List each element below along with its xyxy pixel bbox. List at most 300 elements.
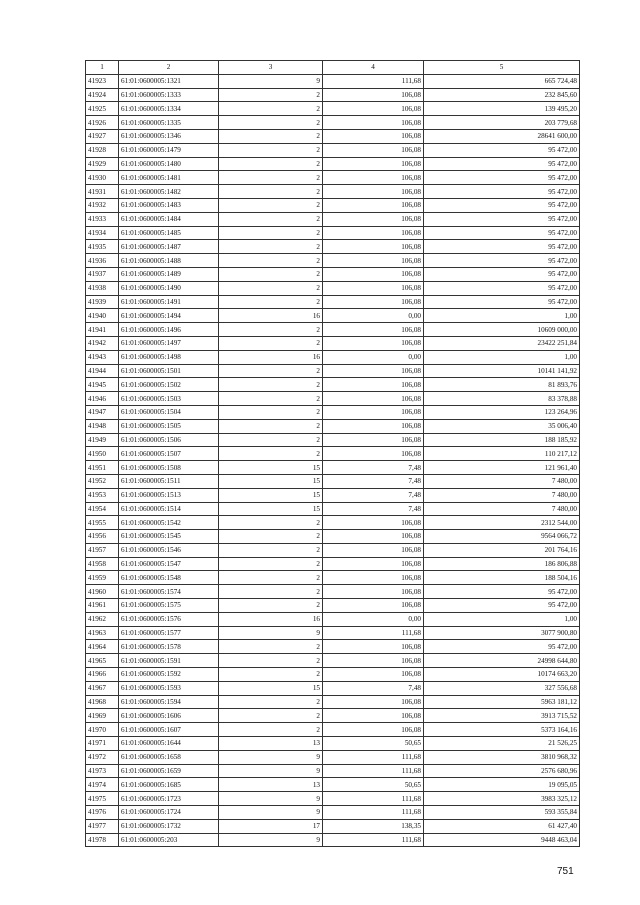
table-cell-col-1: 41975 xyxy=(86,792,119,806)
table-cell-col-3: 2 xyxy=(219,88,323,102)
table-row xyxy=(86,502,580,516)
table-cell-col-1: 41970 xyxy=(86,723,119,737)
table-cell-col-3: 17 xyxy=(219,819,323,833)
table-cell-col-2: 61:01:0600005:1511 xyxy=(119,474,219,488)
table-cell-col-1: 41953 xyxy=(86,488,119,502)
table-cell-col-2: 61:01:0600005:1490 xyxy=(119,281,219,295)
table-cell-col-5: 95 472,00 xyxy=(424,585,580,599)
table-cell-col-4: 138,35 xyxy=(323,819,424,833)
table-cell-col-4: 50,65 xyxy=(323,778,424,792)
table-cell-col-5: 83 378,88 xyxy=(424,392,580,406)
table-cell-col-4: 106,08 xyxy=(323,116,424,130)
table-row xyxy=(86,695,580,709)
table-cell-col-3: 15 xyxy=(219,474,323,488)
table-row xyxy=(86,378,580,392)
table-cell-col-5: 95 472,00 xyxy=(424,254,580,268)
table-cell-col-4: 0,00 xyxy=(323,612,424,626)
table-cell-col-2: 61:01:0600005:1546 xyxy=(119,543,219,557)
table-row xyxy=(86,474,580,488)
table-cell-col-2: 61:01:0600005:1494 xyxy=(119,309,219,323)
table-cell-col-3: 16 xyxy=(219,350,323,364)
table-row xyxy=(86,226,580,240)
table-row xyxy=(86,392,580,406)
table-cell-col-1: 41966 xyxy=(86,668,119,682)
table-cell-col-1: 41945 xyxy=(86,378,119,392)
table-cell-col-3: 9 xyxy=(219,764,323,778)
table-cell-col-5: 665 724,48 xyxy=(424,74,580,88)
table-cell-col-2: 61:01:0600005:1508 xyxy=(119,461,219,475)
table-row xyxy=(86,543,580,557)
column-header-5: 5 xyxy=(424,61,580,75)
table-cell-col-4: 106,08 xyxy=(323,102,424,116)
table-row xyxy=(86,626,580,640)
table-cell-col-1: 41965 xyxy=(86,654,119,668)
table-cell-col-3: 2 xyxy=(219,668,323,682)
table-cell-col-5: 10141 141,92 xyxy=(424,364,580,378)
table-row xyxy=(86,778,580,792)
table-cell-col-5: 61 427,40 xyxy=(424,819,580,833)
table-row xyxy=(86,281,580,295)
table-cell-col-4: 111,68 xyxy=(323,74,424,88)
header-row xyxy=(86,61,580,75)
table-cell-col-2: 61:01:0600005:1644 xyxy=(119,737,219,751)
table-cell-col-4: 106,08 xyxy=(323,723,424,737)
table-cell-col-2: 61:01:0600005:1685 xyxy=(119,778,219,792)
column-header-3: 3 xyxy=(219,61,323,75)
table-cell-col-5: 95 472,00 xyxy=(424,640,580,654)
table-row xyxy=(86,792,580,806)
table-cell-col-4: 106,08 xyxy=(323,419,424,433)
table-cell-col-4: 7,48 xyxy=(323,461,424,475)
table-row xyxy=(86,612,580,626)
page-number: 751 xyxy=(557,866,574,877)
table-cell-col-3: 2 xyxy=(219,640,323,654)
table-cell-col-3: 9 xyxy=(219,74,323,88)
table-cell-col-3: 2 xyxy=(219,171,323,185)
table-cell-col-5: 95 472,00 xyxy=(424,267,580,281)
table-row xyxy=(86,819,580,833)
table-cell-col-3: 2 xyxy=(219,530,323,544)
table-cell-col-4: 106,08 xyxy=(323,226,424,240)
table-cell-col-5: 232 845,60 xyxy=(424,88,580,102)
table-cell-col-3: 2 xyxy=(219,447,323,461)
table-cell-col-5: 95 472,00 xyxy=(424,185,580,199)
table-cell-col-2: 61:01:0600005:1548 xyxy=(119,571,219,585)
table-cell-col-2: 61:01:0600005:1484 xyxy=(119,212,219,226)
table-row xyxy=(86,488,580,502)
table-cell-col-5: 5963 181,12 xyxy=(424,695,580,709)
table-cell-col-2: 61:01:0600005:1503 xyxy=(119,392,219,406)
table-cell-col-4: 111,68 xyxy=(323,750,424,764)
table-cell-col-1: 41934 xyxy=(86,226,119,240)
table-row xyxy=(86,240,580,254)
table-row xyxy=(86,557,580,571)
table-row xyxy=(86,681,580,695)
table-cell-col-5: 139 495,20 xyxy=(424,102,580,116)
table-cell-col-5: 23422 251,84 xyxy=(424,336,580,350)
table-cell-col-1: 41931 xyxy=(86,185,119,199)
data-table xyxy=(85,60,580,847)
table-row xyxy=(86,530,580,544)
table-cell-col-2: 61:01:0600005:1496 xyxy=(119,323,219,337)
table-cell-col-1: 41949 xyxy=(86,433,119,447)
table-cell-col-3: 2 xyxy=(219,185,323,199)
table-cell-col-3: 2 xyxy=(219,433,323,447)
table-row xyxy=(86,88,580,102)
column-header-1: 1 xyxy=(86,61,119,75)
table-cell-col-3: 15 xyxy=(219,502,323,516)
table-cell-col-3: 2 xyxy=(219,599,323,613)
table-cell-col-1: 41976 xyxy=(86,806,119,820)
table-cell-col-2: 61:01:0600005:1606 xyxy=(119,709,219,723)
table-row xyxy=(86,806,580,820)
table-cell-col-1: 41959 xyxy=(86,571,119,585)
table-cell-col-2: 61:01:0600005:1542 xyxy=(119,516,219,530)
table-cell-col-4: 106,08 xyxy=(323,185,424,199)
table-cell-col-5: 24998 644,80 xyxy=(424,654,580,668)
table-cell-col-5: 7 480,00 xyxy=(424,474,580,488)
table-cell-col-5: 121 961,40 xyxy=(424,461,580,475)
table-cell-col-2: 61:01:0600005:1502 xyxy=(119,378,219,392)
table-cell-col-1: 41944 xyxy=(86,364,119,378)
table-cell-col-1: 41958 xyxy=(86,557,119,571)
table-cell-col-2: 61:01:0600005:1498 xyxy=(119,350,219,364)
table-cell-col-5: 10174 663,20 xyxy=(424,668,580,682)
table-cell-col-3: 2 xyxy=(219,364,323,378)
table-cell-col-1: 41948 xyxy=(86,419,119,433)
table-cell-col-4: 106,08 xyxy=(323,267,424,281)
table-cell-col-4: 106,08 xyxy=(323,198,424,212)
table-cell-col-1: 41946 xyxy=(86,392,119,406)
table-cell-col-5: 95 472,00 xyxy=(424,198,580,212)
table-cell-col-1: 41967 xyxy=(86,681,119,695)
table-cell-col-4: 106,08 xyxy=(323,378,424,392)
table-cell-col-4: 106,08 xyxy=(323,295,424,309)
table-cell-col-3: 2 xyxy=(219,198,323,212)
table-cell-col-2: 61:01:0600005:1505 xyxy=(119,419,219,433)
table-row xyxy=(86,267,580,281)
table-row xyxy=(86,461,580,475)
table-cell-col-1: 41937 xyxy=(86,267,119,281)
table-row xyxy=(86,723,580,737)
table-cell-col-3: 15 xyxy=(219,681,323,695)
table-cell-col-5: 95 472,00 xyxy=(424,226,580,240)
table-row xyxy=(86,668,580,682)
table-cell-col-2: 61:01:0600005:1334 xyxy=(119,102,219,116)
table-cell-col-2: 61:01:0600005:1607 xyxy=(119,723,219,737)
table-cell-col-5: 3983 325,12 xyxy=(424,792,580,806)
table-cell-col-1: 41978 xyxy=(86,833,119,847)
table-row xyxy=(86,654,580,668)
table-row xyxy=(86,447,580,461)
table-cell-col-1: 41960 xyxy=(86,585,119,599)
table-cell-col-1: 41961 xyxy=(86,599,119,613)
table-cell-col-1: 41974 xyxy=(86,778,119,792)
table-cell-col-2: 61:01:0600005:203 xyxy=(119,833,219,847)
table-row xyxy=(86,323,580,337)
table-cell-col-5: 95 472,00 xyxy=(424,240,580,254)
table-cell-col-5: 110 217,12 xyxy=(424,447,580,461)
table-cell-col-3: 2 xyxy=(219,557,323,571)
table-cell-col-4: 106,08 xyxy=(323,392,424,406)
table-cell-col-1: 41955 xyxy=(86,516,119,530)
table-cell-col-4: 106,08 xyxy=(323,695,424,709)
table-cell-col-4: 7,48 xyxy=(323,681,424,695)
table-cell-col-2: 61:01:0600005:1513 xyxy=(119,488,219,502)
table-cell-col-3: 16 xyxy=(219,309,323,323)
table-cell-col-3: 2 xyxy=(219,226,323,240)
table-cell-col-5: 95 472,00 xyxy=(424,599,580,613)
table-cell-col-1: 41938 xyxy=(86,281,119,295)
table-cell-col-3: 2 xyxy=(219,654,323,668)
table-cell-col-5: 95 472,00 xyxy=(424,157,580,171)
table-cell-col-5: 201 764,16 xyxy=(424,543,580,557)
table-cell-col-4: 111,68 xyxy=(323,806,424,820)
table-cell-col-2: 61:01:0600005:1480 xyxy=(119,157,219,171)
table-cell-col-1: 41956 xyxy=(86,530,119,544)
table-cell-col-1: 41963 xyxy=(86,626,119,640)
table-cell-col-5: 203 779,68 xyxy=(424,116,580,130)
table-row xyxy=(86,212,580,226)
table-cell-col-5: 10609 000,00 xyxy=(424,323,580,337)
table-cell-col-1: 41941 xyxy=(86,323,119,337)
table-cell-col-5: 3913 715,52 xyxy=(424,709,580,723)
table-cell-col-4: 106,08 xyxy=(323,364,424,378)
table-cell-col-1: 41952 xyxy=(86,474,119,488)
table-cell-col-3: 2 xyxy=(219,723,323,737)
table-cell-col-4: 7,48 xyxy=(323,502,424,516)
table-cell-col-2: 61:01:0600005:1724 xyxy=(119,806,219,820)
table-cell-col-2: 61:01:0600005:1482 xyxy=(119,185,219,199)
table-cell-col-5: 21 526,25 xyxy=(424,737,580,751)
table-cell-col-3: 2 xyxy=(219,378,323,392)
table-cell-col-2: 61:01:0600005:1659 xyxy=(119,764,219,778)
table-row xyxy=(86,599,580,613)
column-header-2: 2 xyxy=(119,61,219,75)
table-cell-col-3: 2 xyxy=(219,336,323,350)
table-row xyxy=(86,309,580,323)
table-cell-col-2: 61:01:0600005:1488 xyxy=(119,254,219,268)
table-row xyxy=(86,833,580,847)
table-cell-col-2: 61:01:0600005:1481 xyxy=(119,171,219,185)
table-cell-col-4: 0,00 xyxy=(323,309,424,323)
table-cell-col-1: 41950 xyxy=(86,447,119,461)
table-cell-col-4: 106,08 xyxy=(323,516,424,530)
table-cell-col-1: 41924 xyxy=(86,88,119,102)
table-cell-col-3: 2 xyxy=(219,240,323,254)
table-cell-col-4: 106,08 xyxy=(323,557,424,571)
table-row xyxy=(86,709,580,723)
table-cell-col-5: 35 006,40 xyxy=(424,419,580,433)
table-cell-col-1: 41957 xyxy=(86,543,119,557)
table-cell-col-5: 95 472,00 xyxy=(424,281,580,295)
table-cell-col-4: 106,08 xyxy=(323,571,424,585)
table-cell-col-2: 61:01:0600005:1576 xyxy=(119,612,219,626)
table-cell-col-3: 2 xyxy=(219,102,323,116)
table-cell-col-2: 61:01:0600005:1593 xyxy=(119,681,219,695)
table-row xyxy=(86,737,580,751)
table-row xyxy=(86,750,580,764)
table-cell-col-4: 111,68 xyxy=(323,626,424,640)
table-cell-col-2: 61:01:0600005:1594 xyxy=(119,695,219,709)
table-row xyxy=(86,171,580,185)
table-cell-col-2: 61:01:0600005:1591 xyxy=(119,654,219,668)
table-cell-col-3: 2 xyxy=(219,709,323,723)
table-cell-col-1: 41969 xyxy=(86,709,119,723)
table-cell-col-5: 7 480,00 xyxy=(424,488,580,502)
table-cell-col-1: 41932 xyxy=(86,198,119,212)
table-cell-col-3: 2 xyxy=(219,516,323,530)
table-row xyxy=(86,185,580,199)
table-cell-col-5: 3810 968,32 xyxy=(424,750,580,764)
table-cell-col-3: 2 xyxy=(219,323,323,337)
table-cell-col-3: 15 xyxy=(219,488,323,502)
table-cell-col-1: 41977 xyxy=(86,819,119,833)
table-cell-col-5: 123 264,96 xyxy=(424,405,580,419)
column-header-4: 4 xyxy=(323,61,424,75)
table-cell-col-1: 41947 xyxy=(86,405,119,419)
table-cell-col-1: 41971 xyxy=(86,737,119,751)
table-row xyxy=(86,74,580,88)
table-cell-col-4: 106,08 xyxy=(323,585,424,599)
table-row xyxy=(86,350,580,364)
table-row xyxy=(86,405,580,419)
table-cell-col-4: 111,68 xyxy=(323,792,424,806)
table-cell-col-5: 2312 544,00 xyxy=(424,516,580,530)
table-row xyxy=(86,102,580,116)
table-cell-col-3: 2 xyxy=(219,254,323,268)
table-cell-col-4: 106,08 xyxy=(323,530,424,544)
table-cell-col-5: 188 185,92 xyxy=(424,433,580,447)
table-cell-col-1: 41939 xyxy=(86,295,119,309)
table-cell-col-5: 95 472,00 xyxy=(424,171,580,185)
table-cell-col-4: 106,08 xyxy=(323,143,424,157)
table-cell-col-4: 106,08 xyxy=(323,254,424,268)
table-cell-col-4: 106,08 xyxy=(323,709,424,723)
table-cell-col-5: 327 556,68 xyxy=(424,681,580,695)
table-cell-col-1: 41930 xyxy=(86,171,119,185)
table-cell-col-4: 106,08 xyxy=(323,654,424,668)
table-cell-col-2: 61:01:0600005:1578 xyxy=(119,640,219,654)
table-cell-col-1: 41935 xyxy=(86,240,119,254)
table-cell-col-2: 61:01:0600005:1487 xyxy=(119,240,219,254)
table-cell-col-5: 28641 600,00 xyxy=(424,129,580,143)
table-row xyxy=(86,640,580,654)
table-cell-col-3: 2 xyxy=(219,585,323,599)
table-cell-col-4: 106,08 xyxy=(323,447,424,461)
table-cell-col-5: 7 480,00 xyxy=(424,502,580,516)
table-cell-col-2: 61:01:0600005:1335 xyxy=(119,116,219,130)
table-cell-col-3: 2 xyxy=(219,392,323,406)
table-cell-col-2: 61:01:0600005:1346 xyxy=(119,129,219,143)
table-row xyxy=(86,157,580,171)
table-cell-col-1: 41923 xyxy=(86,74,119,88)
table-cell-col-1: 41926 xyxy=(86,116,119,130)
table-cell-col-3: 9 xyxy=(219,806,323,820)
table-cell-col-5: 9448 463,04 xyxy=(424,833,580,847)
table-cell-col-4: 106,08 xyxy=(323,336,424,350)
table-cell-col-3: 2 xyxy=(219,212,323,226)
table-row xyxy=(86,143,580,157)
table-cell-col-2: 61:01:0600005:1489 xyxy=(119,267,219,281)
table-cell-col-5: 593 355,84 xyxy=(424,806,580,820)
table-cell-col-3: 2 xyxy=(219,281,323,295)
table-cell-col-3: 13 xyxy=(219,737,323,751)
table-cell-col-5: 95 472,00 xyxy=(424,212,580,226)
table-cell-col-2: 61:01:0600005:1592 xyxy=(119,668,219,682)
table-cell-col-3: 2 xyxy=(219,695,323,709)
table-cell-col-4: 106,08 xyxy=(323,129,424,143)
table-cell-col-5: 1,00 xyxy=(424,612,580,626)
table-cell-col-2: 61:01:0600005:1507 xyxy=(119,447,219,461)
table-cell-col-4: 7,48 xyxy=(323,488,424,502)
table-cell-col-2: 61:01:0600005:1547 xyxy=(119,557,219,571)
table-cell-col-3: 9 xyxy=(219,750,323,764)
table-cell-col-3: 2 xyxy=(219,116,323,130)
table-cell-col-5: 186 806,88 xyxy=(424,557,580,571)
table-cell-col-2: 61:01:0600005:1514 xyxy=(119,502,219,516)
table-cell-col-4: 106,08 xyxy=(323,640,424,654)
table-cell-col-5: 3077 900,80 xyxy=(424,626,580,640)
table-cell-col-5: 1,00 xyxy=(424,350,580,364)
table-cell-col-5: 95 472,00 xyxy=(424,143,580,157)
table-cell-col-1: 41929 xyxy=(86,157,119,171)
table-cell-col-4: 106,08 xyxy=(323,405,424,419)
table-cell-col-2: 61:01:0600005:1732 xyxy=(119,819,219,833)
table-cell-col-2: 61:01:0600005:1575 xyxy=(119,599,219,613)
table-cell-col-3: 2 xyxy=(219,419,323,433)
table-cell-col-3: 2 xyxy=(219,267,323,281)
table-cell-col-1: 41951 xyxy=(86,461,119,475)
table-cell-col-1: 41962 xyxy=(86,612,119,626)
table-row xyxy=(86,129,580,143)
table-cell-col-4: 106,08 xyxy=(323,323,424,337)
table-cell-col-3: 2 xyxy=(219,543,323,557)
table-cell-col-5: 188 504,16 xyxy=(424,571,580,585)
table-cell-col-1: 41972 xyxy=(86,750,119,764)
table-cell-col-1: 41943 xyxy=(86,350,119,364)
table-cell-col-3: 2 xyxy=(219,143,323,157)
table-cell-col-2: 61:01:0600005:1479 xyxy=(119,143,219,157)
table-cell-col-4: 106,08 xyxy=(323,543,424,557)
table-cell-col-4: 106,08 xyxy=(323,88,424,102)
table-cell-col-2: 61:01:0600005:1658 xyxy=(119,750,219,764)
table-row xyxy=(86,585,580,599)
table-cell-col-2: 61:01:0600005:1506 xyxy=(119,433,219,447)
document-sheet xyxy=(85,60,579,847)
table-cell-col-4: 106,08 xyxy=(323,212,424,226)
table-cell-col-5: 5373 164,16 xyxy=(424,723,580,737)
table-cell-col-3: 9 xyxy=(219,792,323,806)
table-cell-col-5: 1,00 xyxy=(424,309,580,323)
table-row xyxy=(86,295,580,309)
table-cell-col-4: 7,48 xyxy=(323,474,424,488)
table-cell-col-4: 106,08 xyxy=(323,668,424,682)
table-row xyxy=(86,419,580,433)
table-cell-col-1: 41940 xyxy=(86,309,119,323)
table-cell-col-3: 2 xyxy=(219,295,323,309)
table-cell-col-1: 41964 xyxy=(86,640,119,654)
table-cell-col-4: 106,08 xyxy=(323,157,424,171)
table-body xyxy=(86,74,580,847)
table-cell-col-2: 61:01:0600005:1577 xyxy=(119,626,219,640)
table-cell-col-1: 41973 xyxy=(86,764,119,778)
table-cell-col-4: 111,68 xyxy=(323,833,424,847)
table-row xyxy=(86,198,580,212)
table-row xyxy=(86,254,580,268)
table-cell-col-2: 61:01:0600005:1497 xyxy=(119,336,219,350)
table-cell-col-3: 2 xyxy=(219,405,323,419)
